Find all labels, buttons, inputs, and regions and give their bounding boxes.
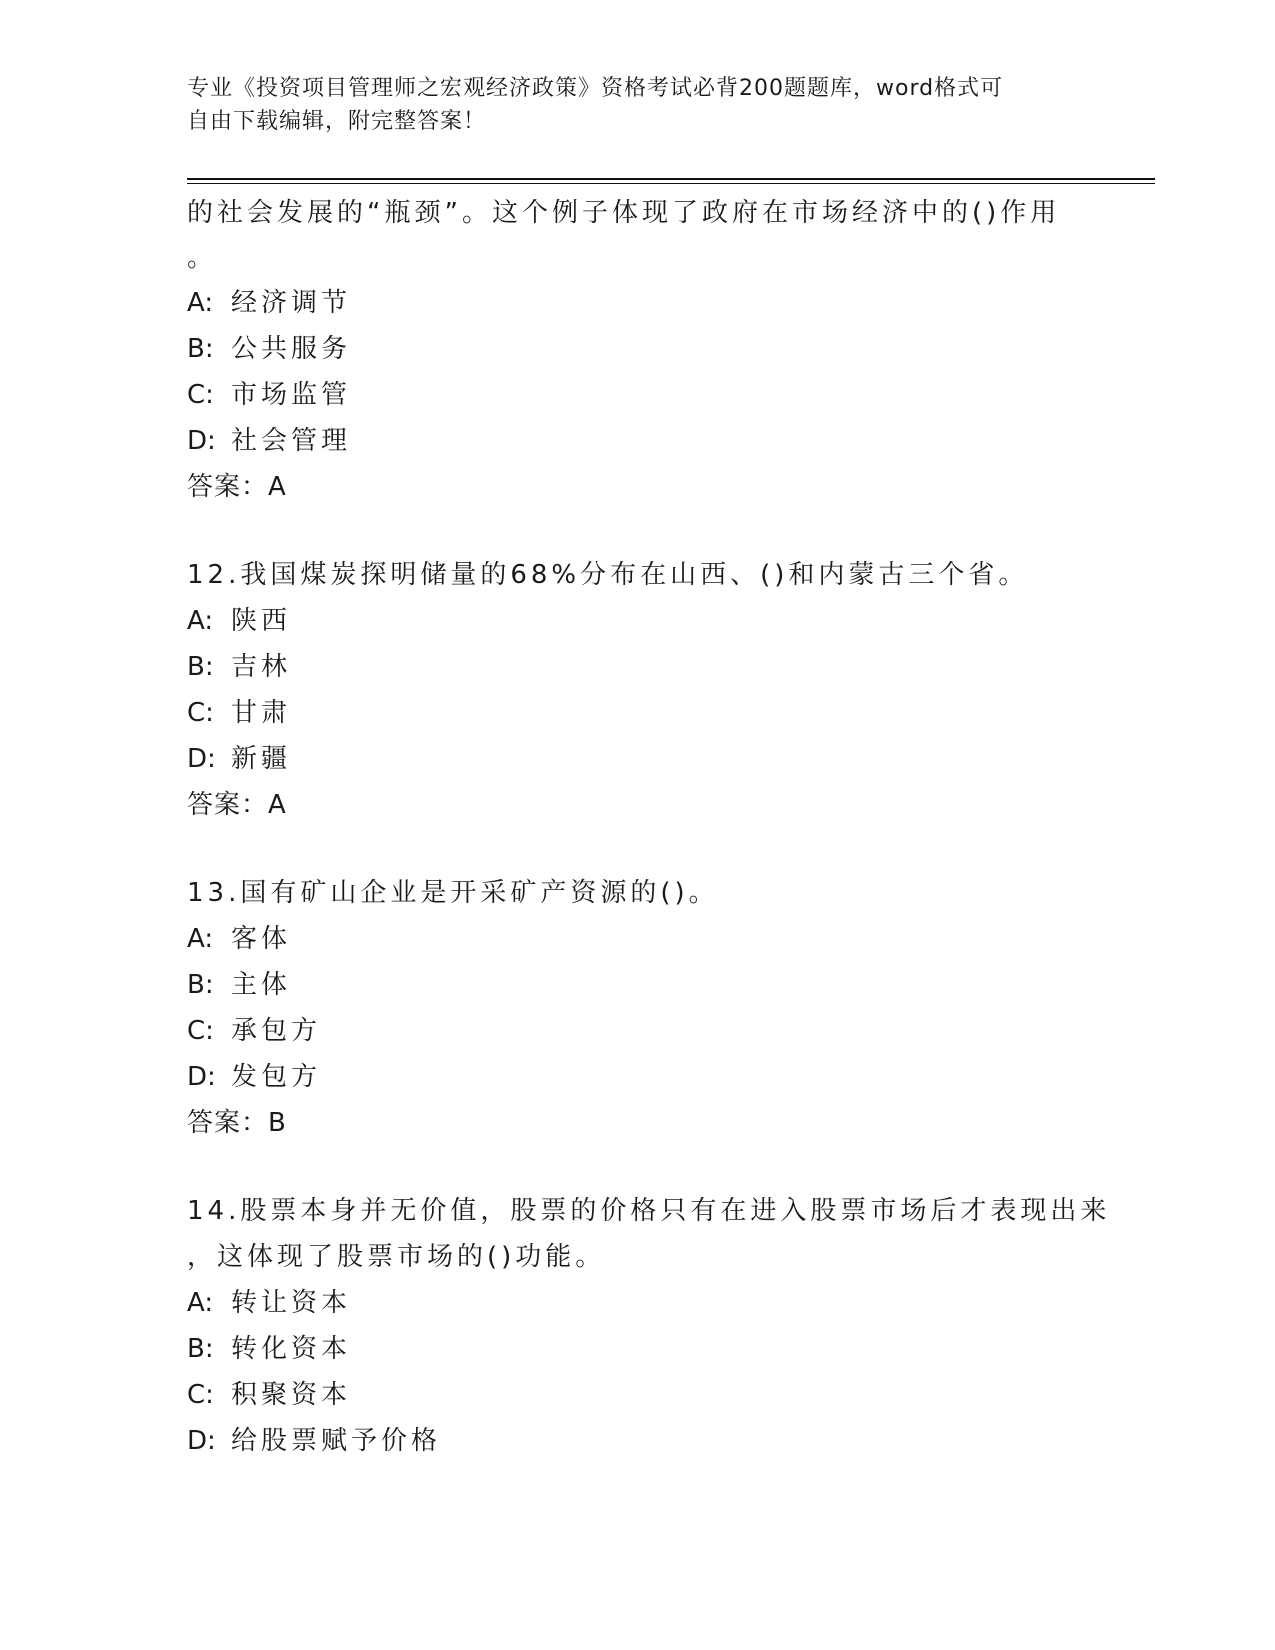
option-text: 承包方 [231, 1016, 322, 1046]
option-a [187, 1280, 1087, 1326]
answer-line: 答案：B [187, 1108, 287, 1138]
option-letter: B: [187, 970, 214, 1000]
option-a [187, 598, 1087, 644]
option-d [187, 736, 1087, 782]
option-text: 甘肃 [231, 698, 292, 728]
header-title-line-2: 自由下载编辑，附完整答案！ [187, 109, 487, 134]
question-11-text-line-2: 。 [187, 243, 218, 273]
option-text: 公共服务 [231, 334, 352, 364]
header-divider-thick [187, 178, 1155, 180]
option-text: 新疆 [231, 744, 292, 774]
option-letter: D: [187, 744, 216, 774]
option-text: 经济调节 [231, 288, 352, 318]
option-letter: A: [187, 606, 214, 636]
option-letter: B: [187, 334, 214, 364]
document-header [187, 72, 1087, 138]
option-b [187, 962, 1087, 1008]
option-letter: C: [187, 698, 214, 728]
option-c [187, 690, 1087, 736]
option-b [187, 326, 1087, 372]
question-13-text: 13.国有矿山企业是开采矿产资源的()。 [187, 878, 719, 908]
option-d [187, 1054, 1087, 1100]
spacer [187, 1146, 1087, 1188]
option-c [187, 1372, 1087, 1418]
option-text: 市场监管 [231, 380, 352, 410]
option-text: 发包方 [231, 1062, 322, 1092]
question-14-text-line-2: ，这体现了股票市场的()功能。 [187, 1242, 606, 1272]
question-11 [187, 190, 1087, 510]
spacer [187, 510, 1087, 552]
answer-line: 答案：A [187, 790, 287, 820]
spacer [187, 828, 1087, 870]
question-14 [187, 1188, 1111, 1464]
header-divider-thin [187, 183, 1155, 184]
option-a [187, 916, 1087, 962]
option-text: 主体 [231, 970, 292, 1000]
question-12-text: 12.我国煤炭探明储量的68%分布在山西、()和内蒙古三个省。 [187, 560, 1029, 590]
question-13 [187, 870, 1087, 1146]
option-letter: D: [187, 1426, 216, 1456]
option-letter: A: [187, 924, 214, 954]
option-letter: B: [187, 652, 214, 682]
question-12 [187, 552, 1087, 828]
option-letter: C: [187, 1380, 214, 1410]
option-d [187, 1418, 1087, 1464]
option-letter: A: [187, 288, 214, 318]
option-letter: B: [187, 1334, 214, 1364]
option-letter: D: [187, 1062, 216, 1092]
option-text: 积聚资本 [231, 1380, 352, 1410]
answer-line: 答案：A [187, 472, 287, 502]
option-text: 陕西 [231, 606, 292, 636]
option-a [187, 280, 1087, 326]
question-list [187, 190, 1111, 1464]
header-title-line-1: 专业《投资项目管理师之宏观经济政策》资格考试必背200题题库，word格式可 [187, 76, 1004, 101]
option-text: 转化资本 [231, 1334, 352, 1364]
option-d [187, 418, 1087, 464]
option-letter: C: [187, 1016, 214, 1046]
option-letter: D: [187, 426, 216, 456]
option-text: 社会管理 [231, 426, 352, 456]
option-c [187, 1008, 1087, 1054]
option-b [187, 644, 1087, 690]
option-letter: A: [187, 1288, 214, 1318]
option-text: 转让资本 [231, 1288, 352, 1318]
option-letter: C: [187, 380, 214, 410]
question-14-text-line-1: 14.股票本身并无价值，股票的价格只有在进入股票市场后才表现出来 [187, 1196, 1111, 1226]
option-text: 给股票赋予价格 [231, 1426, 442, 1456]
option-b [187, 1326, 1087, 1372]
option-text: 吉林 [231, 652, 292, 682]
option-text: 客体 [231, 924, 292, 954]
question-11-text-line-1: 的社会发展的“瓶颈”。这个例子体现了政府在市场经济中的()作用 [187, 198, 1061, 228]
option-c [187, 372, 1087, 418]
